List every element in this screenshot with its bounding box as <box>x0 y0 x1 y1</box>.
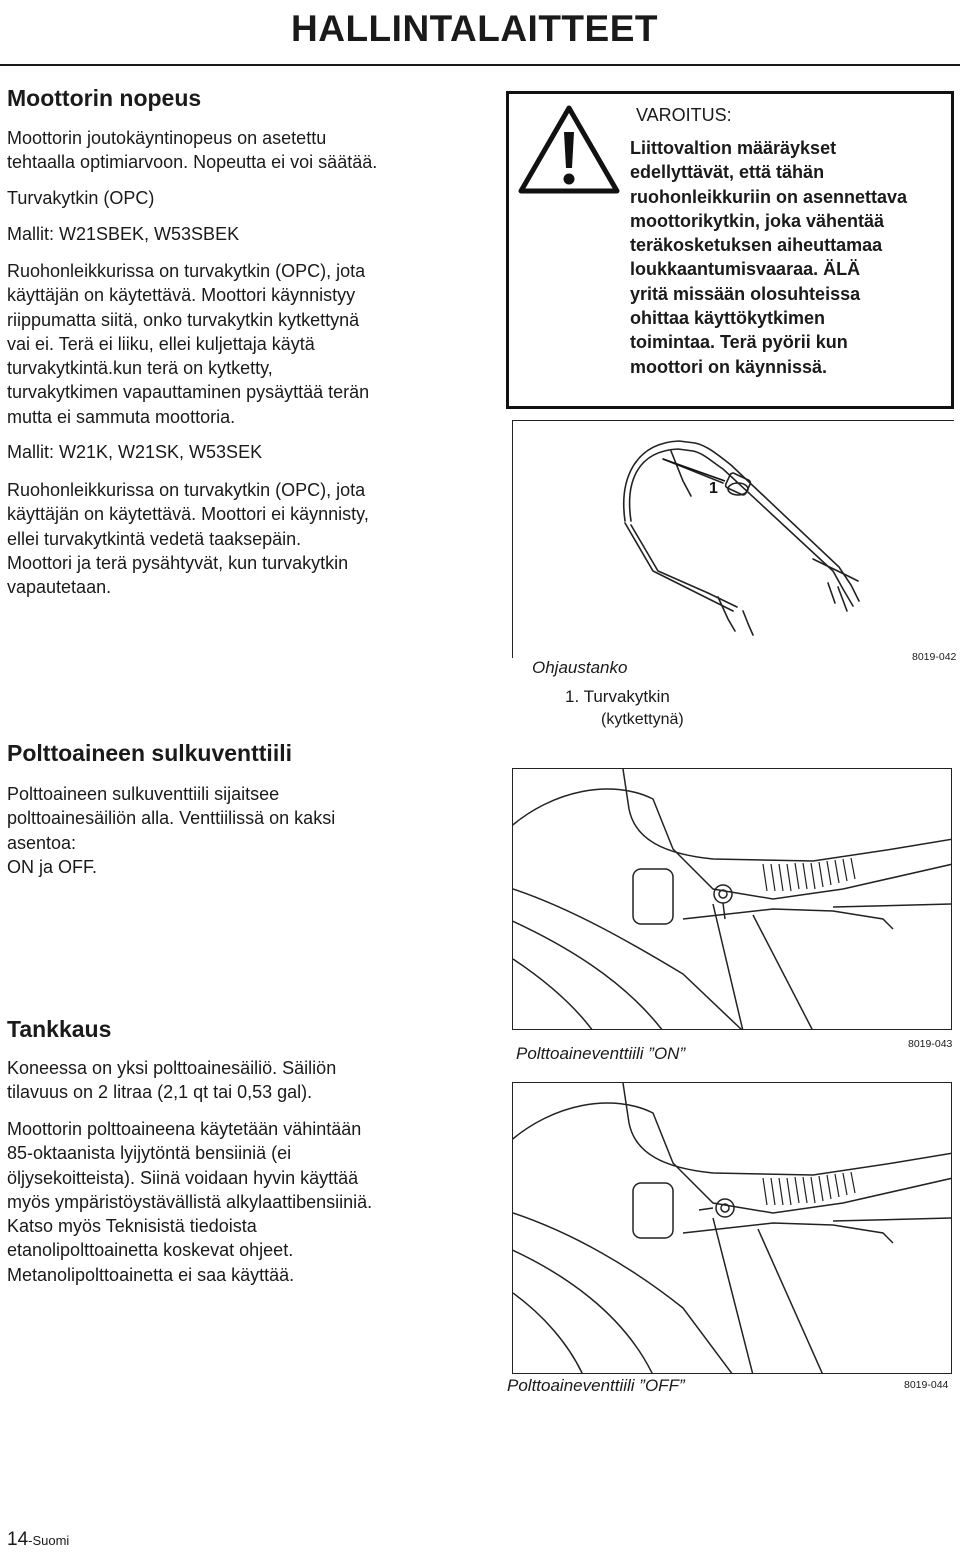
valve-on-code: 8019-043 <box>908 1038 953 1050</box>
valve-heading: Polttoaineen sulkuventtiili <box>7 740 292 766</box>
valve-on-figure <box>512 768 952 1030</box>
warning-triangle-icon <box>517 102 622 197</box>
handle-legend-2: (kytkettynä) <box>601 711 684 728</box>
page-title: HALLINTALAITTEET <box>291 8 658 49</box>
title-divider <box>0 64 960 66</box>
warning-title: VAROITUS: <box>636 105 732 125</box>
valve-off-caption: Polttoaineventtiili ”OFF” <box>507 1376 685 1395</box>
warning-text: Liittovaltion määräykset edellyttävät, että tähän ruohonleikkuriin on asennettava moottorikytkin, joka vähentää teräkosketuksen aiheuttamaa loukkaantumisvaaraa. ÄLÄ yritä missään olosuhteissa ohittaa käyttökytkimen toimintaa. Terä pyörii kun moottori on käynnissä. <box>630 138 908 377</box>
fuel-paragraph-2: Moottorin polttoaineena käytetään vähintään 85-oktaanista lyijytöntä bensiiniä (ei öljysekoitteista). Siinä voidaan hyvin käyttää myös ympäristöystävällistä alkylaattibensiiniä. Katso myös Teknisistä tiedoista etanolipolttoainetta koskevat ohjeet. Metanolipolttoainetta ei saa käyttää. <box>7 1119 373 1285</box>
warning-box <box>506 91 954 409</box>
handle-figure <box>512 420 954 658</box>
valve-off-figure <box>512 1082 952 1374</box>
valve-on-caption: Polttoaineventtiili ”ON” <box>516 1044 686 1063</box>
handle-callout-number: 1 <box>709 480 718 497</box>
speed-heading: Moottorin nopeus <box>7 85 202 111</box>
valve-paragraph: Polttoaineen sulkuventtiili sijaitsee polttoainesäiliön alla. Venttiilissä on kaksi asentoa: ON ja OFF. <box>7 784 336 877</box>
speed-text: Moottorin joutokäyntinopeus on asetettu tehtaalla optimiarvoon. Nopeutta ei voi säätää. <box>7 128 378 173</box>
valve-off-illustration <box>513 1083 952 1374</box>
fuel-paragraph-1: Koneessa on yksi polttoainesäiliö. Säiliön tilavuus on 2 litraa (2,1 qt tai 0,53 gal). <box>7 1058 337 1103</box>
fuel-heading: Tankkaus <box>7 1016 112 1042</box>
opc-heading: Turvakytkin (OPC) <box>7 188 155 208</box>
models-line-2: Mallit: W21K, W21SK, W53SEK <box>7 442 263 462</box>
opc-paragraph-1: Ruohonleikkurissa on turvakytkin (OPC), jota käyttäjän on käytettävä. Moottori käynnistyy riippumatta siitä, onko turvakytkin kytkettynä vai ei. Terä ei liiku, ellei kuljettaja käytä turvakytkintä.kun terä on kytketty, turvakytkimen vapauttaminen pysäyttää terän mutta ei sammuta moottoria. <box>7 261 370 427</box>
valve-off-code: 8019-044 <box>904 1379 949 1391</box>
models-line-1: Mallit: W21SBEK, W53SBEK <box>7 224 240 244</box>
handle-illustration <box>513 421 953 657</box>
handle-code: 8019-042 <box>912 651 957 663</box>
handle-caption: Ohjaustanko <box>532 658 628 677</box>
valve-on-illustration <box>513 769 952 1030</box>
opc-paragraph-2: Ruohonleikkurissa on turvakytkin (OPC), jota käyttäjän on käytettävä. Moottori ei käynnisty, ellei turvakytkintä vedetä taaksepäin. Moottori ja terä pysähtyvät, kun turvakytkin vapautetaan. <box>7 480 369 598</box>
handle-legend-1: 1. Turvakytkin <box>565 687 670 706</box>
page-number: 14-Suomi <box>7 1529 70 1550</box>
